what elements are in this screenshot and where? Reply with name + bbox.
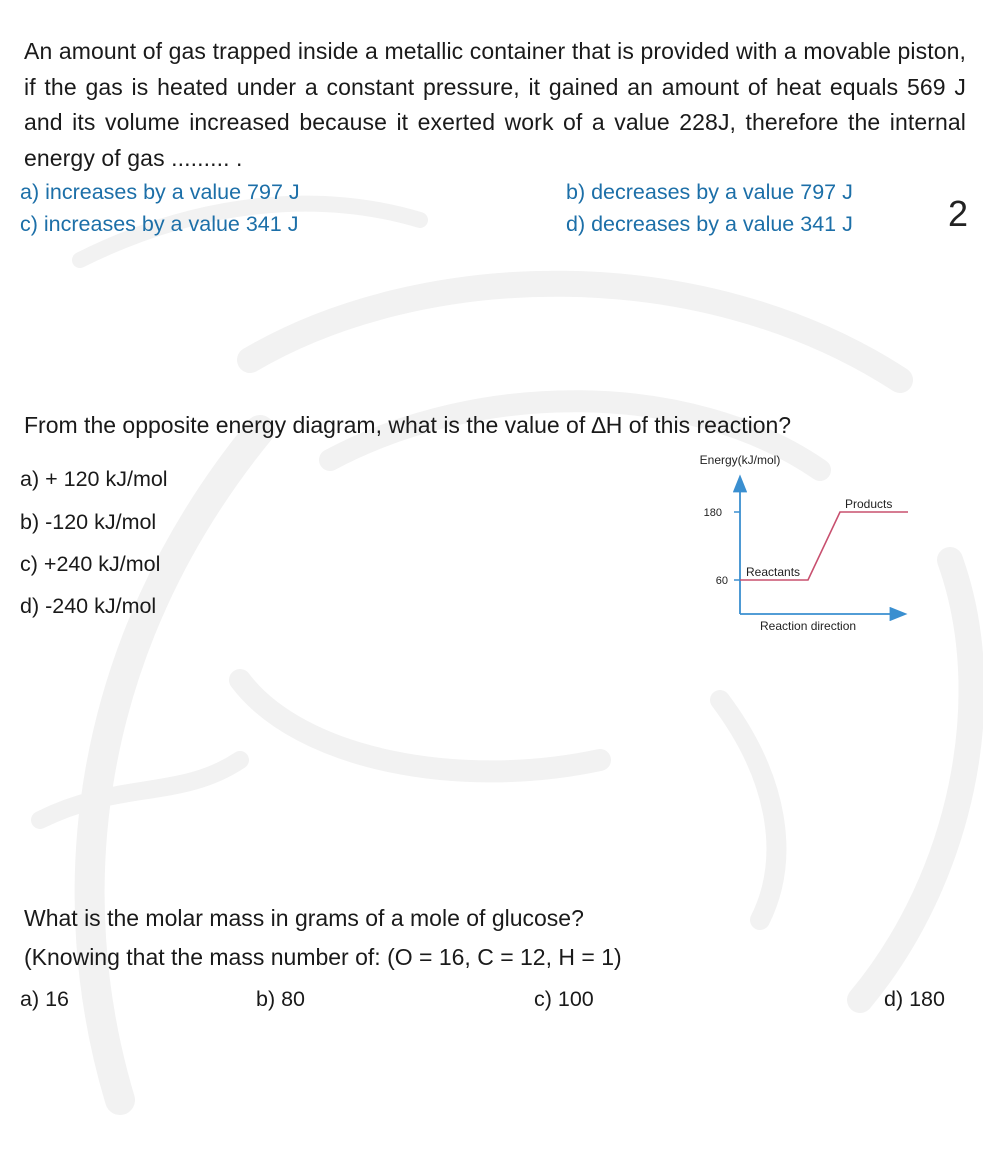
- q3-question-line1: What is the molar mass in grams of a mole of glucose?: [24, 905, 584, 931]
- q2-option-d[interactable]: d) -240 kJ/mol: [20, 594, 157, 618]
- products-label: Products: [845, 497, 893, 511]
- q2-option-b[interactable]: b) -120 kJ/mol: [20, 510, 157, 534]
- q2-option-c[interactable]: c) +240 kJ/mol: [20, 552, 161, 576]
- energy-diagram: [690, 448, 930, 638]
- reactants-label: Reactants: [746, 565, 801, 579]
- q3-option-d[interactable]: d) 180: [884, 987, 945, 1011]
- q1-option-d[interactable]: d) decreases by a value 341 J: [566, 212, 853, 236]
- tick-label-180: 180: [703, 507, 722, 519]
- q2-question-text: From the opposite energy diagram, what is the value of ∆H of this reaction?: [24, 412, 792, 438]
- q3-option-a[interactable]: a) 16: [20, 987, 70, 1011]
- q3-option-b[interactable]: b) 80: [256, 987, 306, 1011]
- q3-option-c[interactable]: c) 100: [534, 987, 594, 1011]
- tick-label-60: 60: [715, 575, 728, 587]
- x-axis-label: Reaction direction: [760, 619, 857, 633]
- q3-question-line2: (Knowing that the mass number of: (O = 16, C = 12, H = 1): [24, 944, 622, 970]
- q1-question-text: An amount of gas trapped inside a metallic container that is provided with a movable piston, if the gas is heated under a constant pressure, it gained an amount of heat equals 569 J and its volume increased because it exerted work of a value 228J, therefore the internal energy of gas ......... .: [24, 38, 966, 171]
- q1-option-b[interactable]: b) decreases by a value 797 J: [566, 180, 853, 204]
- q1-option-a[interactable]: a) increases by a value 797 J: [20, 180, 300, 204]
- page-number: 2: [948, 193, 969, 234]
- y-axis-label: Energy(kJ/mol): [699, 453, 781, 467]
- q1-option-c[interactable]: c) increases by a value 341 J: [20, 212, 299, 236]
- q2-option-a[interactable]: a) + 120 kJ/mol: [20, 467, 168, 491]
